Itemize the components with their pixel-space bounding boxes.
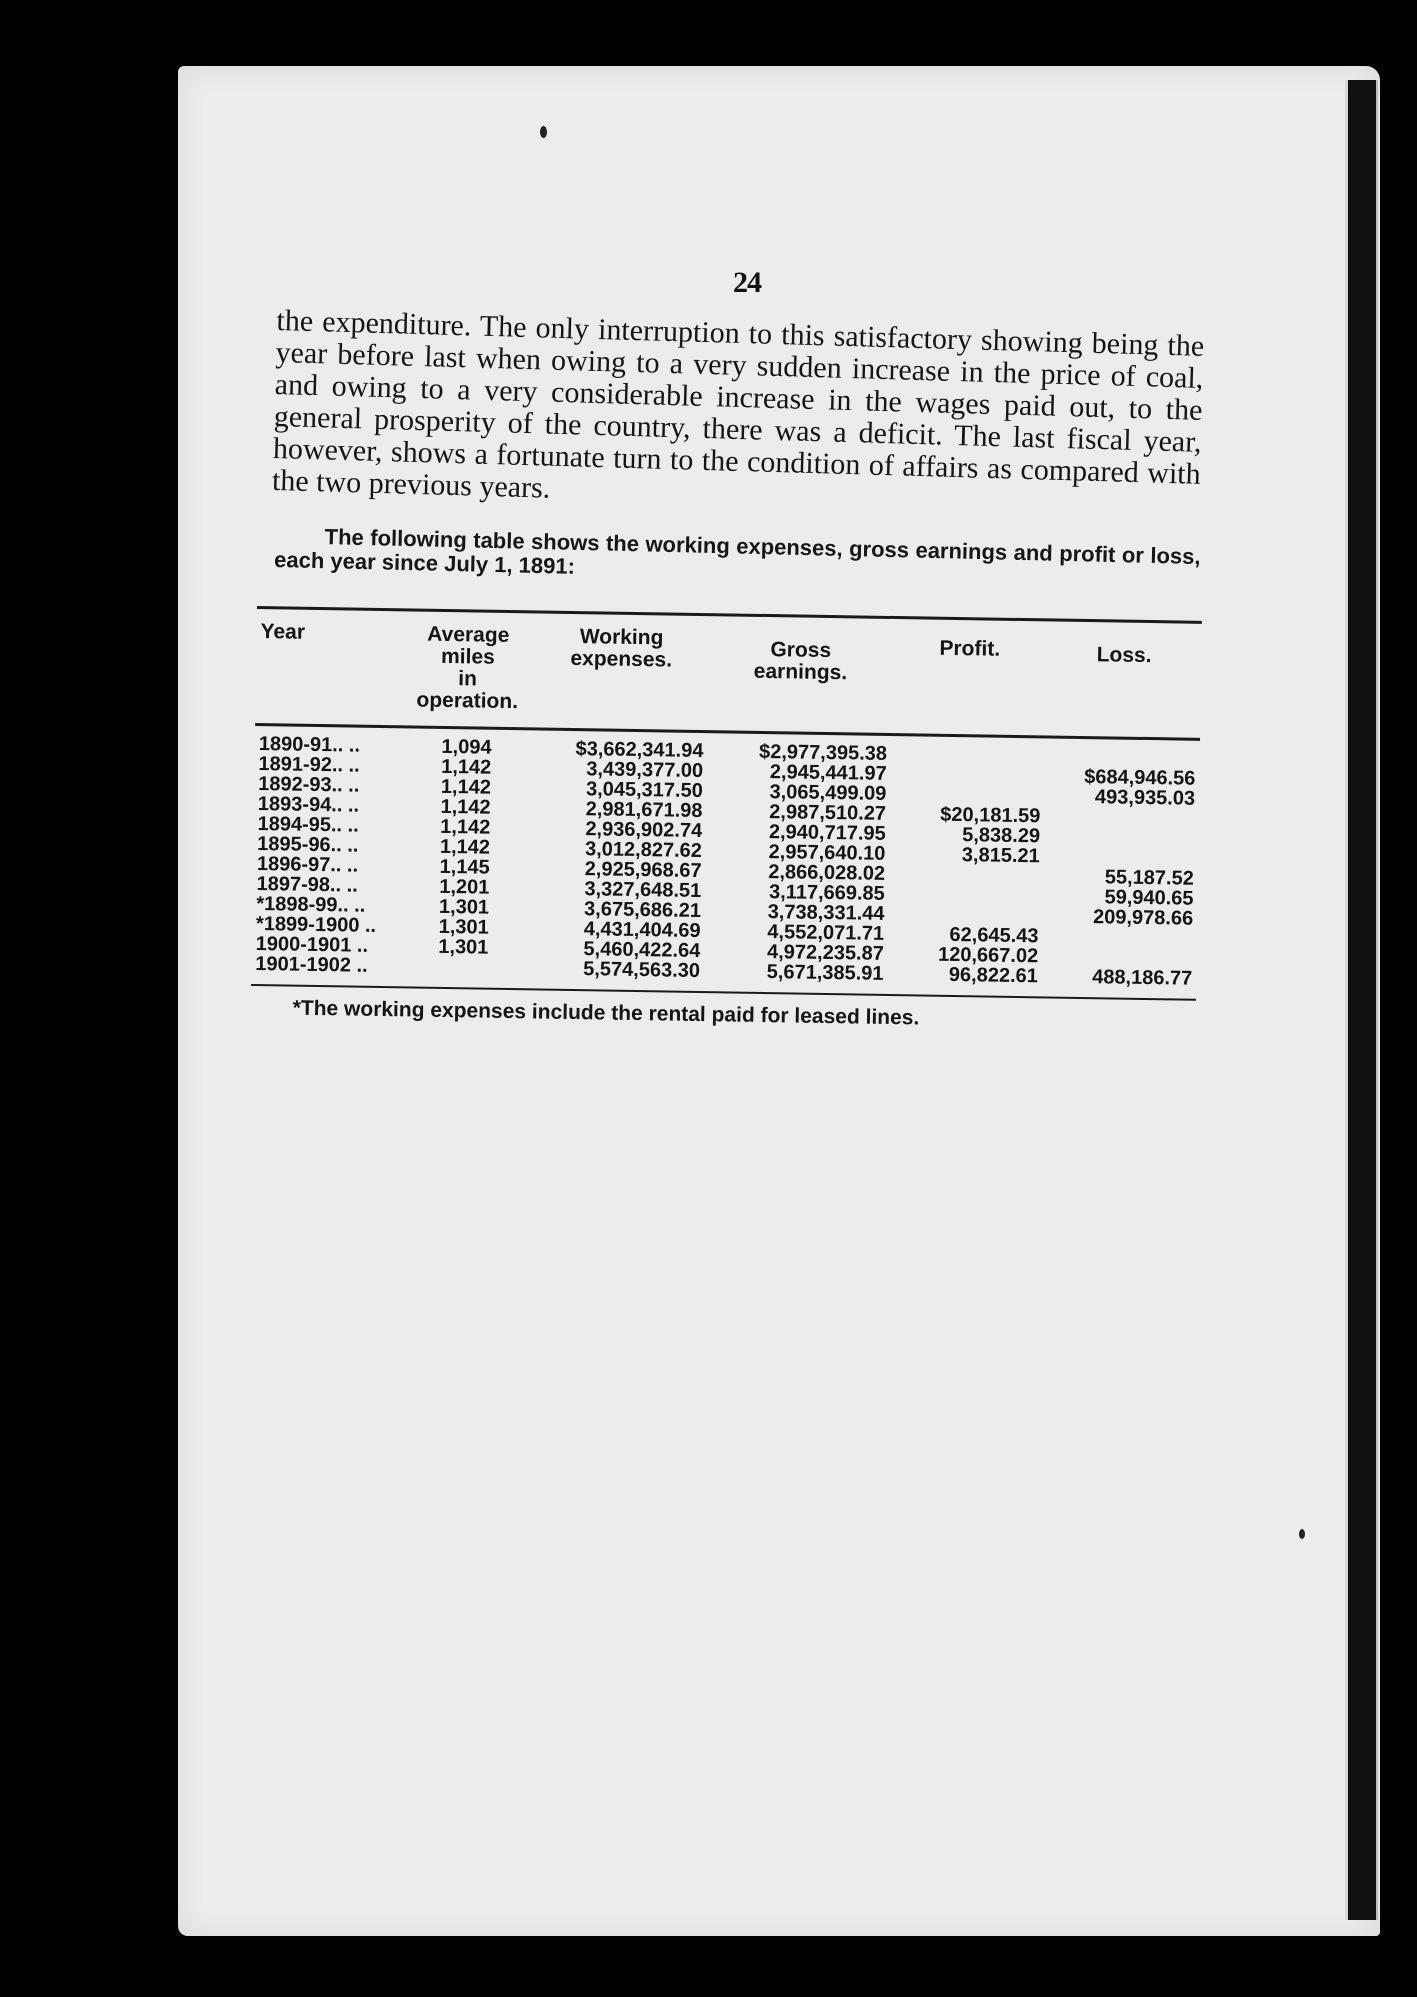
cell-loss: 488,186.77 [1091,966,1193,990]
cell-loss: 55,187.52 [1104,866,1195,890]
cell-miles: 1,142 [439,835,491,859]
cell-working-expenses: 3,327,648.51 [584,878,702,903]
page-number: 24 [733,266,761,299]
cell-working-expenses: 3,439,377.00 [586,758,704,783]
cell-loss: 493,935.03 [1094,786,1196,810]
cell-profit: 5,838.29 [962,824,1041,848]
cell-profit [889,884,1044,906]
cell-miles: 1,094 [441,735,492,759]
cell-year: 1892-93.. .. [258,773,360,797]
cell-profit [889,864,1044,886]
cell-working-expenses: 3,675,686.21 [583,898,702,923]
cell-miles: 1,301 [438,895,490,919]
finance-table [251,609,1202,999]
cell-year: 1895-96.. .. [257,833,359,857]
cell-year: 1891-92.. .. [258,753,360,777]
cell-profit [891,736,1046,766]
cell-working-expenses: 3,045,317.50 [585,778,703,803]
cell-miles: 1,142 [440,815,491,839]
header-working-expenses: Working expenses. [570,625,673,672]
cell-loss [1042,946,1197,968]
cell-profit: $20,181.59 [940,803,1041,828]
table-intro: The following table shows the working expenses, gross earnings and profit or loss, each year since July 1, 1891: [273,524,1201,579]
cell-miles: 1,301 [438,915,489,939]
header-gross-earnings: Gross earnings. [753,638,848,685]
cell-working-expenses: 5,460,422.64 [583,938,701,963]
cell-working-expenses: 2,981,671.98 [585,798,703,823]
cell-loss [1044,826,1199,848]
cell-miles: 1,301 [438,935,489,959]
cell-gross-earnings: 5,671,385.91 [766,961,884,985]
cell-loss [1042,926,1197,948]
cell-miles: 1,142 [440,795,491,819]
table-header-row [255,609,1202,738]
cell-miles: 1,142 [441,755,492,779]
cell-gross-earnings: 3,117,669.85 [768,881,885,905]
cell-gross-earnings: 2,866,028.02 [768,861,886,885]
cell-miles [397,956,529,988]
cell-working-expenses: 2,925,968.67 [584,858,702,883]
cell-gross-earnings: 4,552,071.71 [767,921,885,945]
cell-profit: 96,822.61 [948,963,1039,988]
cell-miles: 1,145 [439,855,490,879]
cell-miles: 1,142 [440,775,492,799]
cell-miles: 1,201 [439,875,490,899]
page-edge [1345,80,1378,1920]
cell-working-expenses: $3,662,341.94 [575,738,704,763]
cell-profit [891,764,1046,786]
cell-profit [890,784,1045,806]
cell-working-expenses: 3,012,827.62 [584,838,703,863]
cell-gross-earnings: 3,065,499.09 [769,781,887,805]
table-body [251,726,1200,999]
cell-year: *1898-99.. .. [256,893,366,917]
cell-loss [1045,738,1200,768]
cell-profit: 3,815.21 [961,844,1040,868]
cell-gross-earnings: 3,738,331.44 [767,901,885,925]
header-profit: Profit. [939,636,1001,661]
cell-loss [1044,806,1199,828]
body-paragraph: the expenditure. The only interruption to this satisfactory showing being the year before last when owing to a very sudden increase in the price of coal, and owing to a very considerable increase in the wages paid out, to the general prosperity of the country, there was a deficit. The last fiscal year, however, shows a fortunate turn to the condition of affairs as compared with the two previous years. [271,304,1205,505]
cell-year: 1901-1902 .. [255,953,368,977]
cell-gross-earnings: 2,945,441.97 [769,761,887,785]
cell-year: 1894-95.. .. [257,813,359,837]
header-loss: Loss. [1096,643,1152,668]
ink-speck [1299,1529,1305,1539]
cell-profit: 62,645.43 [949,923,1039,948]
finance-table-block [250,606,1201,1035]
cell-profit: 120,667.02 [937,943,1039,968]
cell-loss: $684,946.56 [1084,766,1196,790]
footnote: *The working expenses include the rental paid for leased lines. [292,996,920,1030]
cell-working-expenses: 2,936,902.74 [585,818,703,843]
cell-loss: 209,978.66 [1092,906,1194,930]
cell-gross-earnings: 2,957,640.10 [768,841,886,865]
cell-profit [888,904,1043,926]
cell-year: 1893-94.. .. [257,793,360,817]
cell-loss: 59,940.65 [1104,886,1194,910]
cell-working-expenses: 4,431,404.69 [583,918,701,943]
cell-year: 1897-98.. .. [256,873,358,897]
cell-year: 1900-1901 .. [255,933,369,957]
cell-gross-earnings: 4,972,235.87 [766,941,885,965]
header-miles: Average miles in operation. [416,622,519,714]
ink-speck [540,126,547,138]
header-year: Year [260,620,306,644]
cell-year: *1899-1900 .. [255,913,377,937]
cell-year: 1890-91.. .. [258,733,361,757]
cell-gross-earnings: 2,987,510.27 [769,801,887,825]
cell-year: 1896-97.. .. [256,853,359,877]
cell-gross-earnings: 2,940,717.95 [768,821,886,845]
cell-gross-earnings: $2,977,395.38 [758,740,888,765]
cell-working-expenses: 5,574,563.30 [583,958,701,983]
cell-loss [1044,846,1199,868]
